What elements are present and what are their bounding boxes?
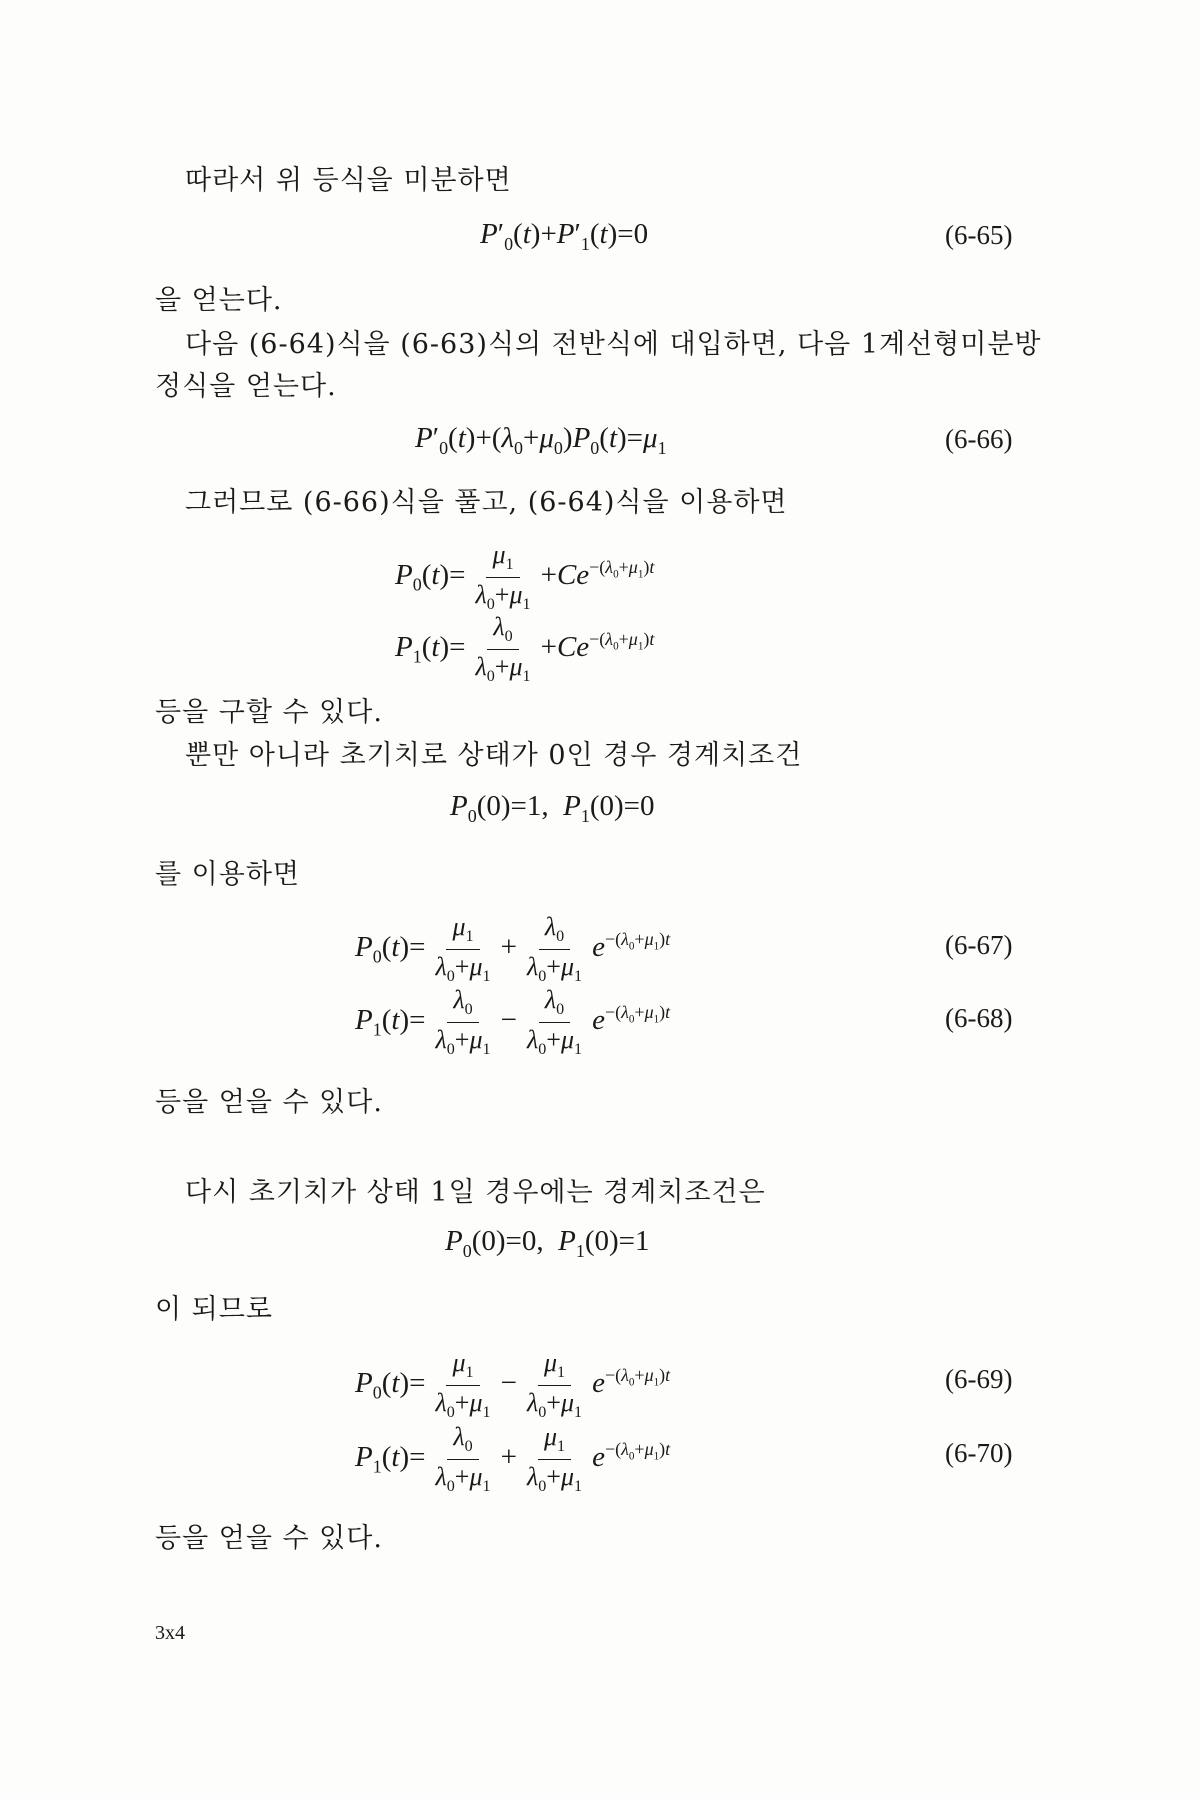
boundary-condition-1: $P_0(0)=1$, $P_1(0)=0$ <box>450 790 655 826</box>
equation-number-6-70: (6-70) <box>945 1438 1013 1468</box>
paragraph-line-2: 을 얻는다. <box>155 285 283 316</box>
paragraph-line-10: 다시 초기치가 상태 1일 경우에는 경계치조건은 <box>185 1177 766 1208</box>
equation-6-70: $P_1(t)=$ $\frac{\lambda_0}{\lambda_0+\mu_1}$ + $\frac{\mu_1}{\lambda_0+\mu_1}$ $e^{-(\lambda_0+\mu_1)t}$ <box>355 1422 671 1495</box>
equation-number-6-69: (6-69) <box>945 1364 1013 1394</box>
paragraph-line-7: 뿐만 아니라 초기치로 상태가 0인 경우 경계치조건 <box>185 740 803 771</box>
paragraph-line-4: 정식을 얻는다. <box>155 371 337 402</box>
paragraph-line-9: 등을 얻을 수 있다. <box>155 1087 383 1118</box>
equation-general-p1: $P_1(t)=$ $\frac{\lambda_0}{\lambda_0+\mu_1}$ $+Ce^{-(\lambda_0+\mu_1)t}$ <box>395 612 655 685</box>
boundary-condition-2: $P_0(0)=0$, $P_1(0)=1$ <box>445 1225 650 1261</box>
paragraph-line-11: 이 되므로 <box>155 1294 273 1325</box>
paragraph-line-5: 그러므로 (6-66)식을 풀고, (6-64)식을 이용하면 <box>185 487 788 518</box>
paragraph-line-8: 를 이용하면 <box>155 859 300 890</box>
paragraph-line-6: 등을 구할 수 있다. <box>155 697 383 728</box>
page-number: 3x4 <box>155 1622 185 1644</box>
equation-number-6-68: (6-68) <box>945 1003 1013 1033</box>
equation-number-6-66: (6-66) <box>945 424 1013 454</box>
equation-6-65: $P'_0(t)+P'_1(t)=0$ <box>480 218 649 254</box>
paragraph-line-12: 등을 얻을 수 있다. <box>155 1523 383 1554</box>
equation-number-6-65: (6-65) <box>945 220 1013 250</box>
paragraph-line-1: 따라서 위 등식을 미분하면 <box>185 165 512 196</box>
equation-6-69: $P_0(t)=$ $\frac{\mu_1}{\lambda_0+\mu_1}$ − $\frac{\mu_1}{\lambda_0+\mu_1}$ $e^{-(\lambda_0+\mu_1)t}$ <box>355 1348 671 1421</box>
equation-number-6-67: (6-67) <box>945 930 1013 960</box>
equation-general-p0: $P_0(t)=$ $\frac{\mu_1}{\lambda_0+\mu_1}$ $+Ce^{-(\lambda_0+\mu_1)t}$ <box>395 540 655 613</box>
paragraph-line-3: 다음 (6-64)식을 (6-63)식의 전반식에 대입하면, 다음 1계선형미분방 <box>185 329 1042 360</box>
equation-6-66: $P'_0(t)+(\lambda_0+\mu_0)P_0(t)=\mu_1$ <box>415 422 667 458</box>
equation-6-68: $P_1(t)=$ $\frac{\lambda_0}{\lambda_0+\mu_1}$ − $\frac{\lambda_0}{\lambda_0+\mu_1}$ $e^{-(\lambda_0+\mu_1)t}$ <box>355 985 671 1058</box>
equation-6-67: $P_0(t)=$ $\frac{\mu_1}{\lambda_0+\mu_1}$ + $\frac{\lambda_0}{\lambda_0+\mu_1}$ $e^{-(\lambda_0+\mu_1)t}$ <box>355 912 671 985</box>
